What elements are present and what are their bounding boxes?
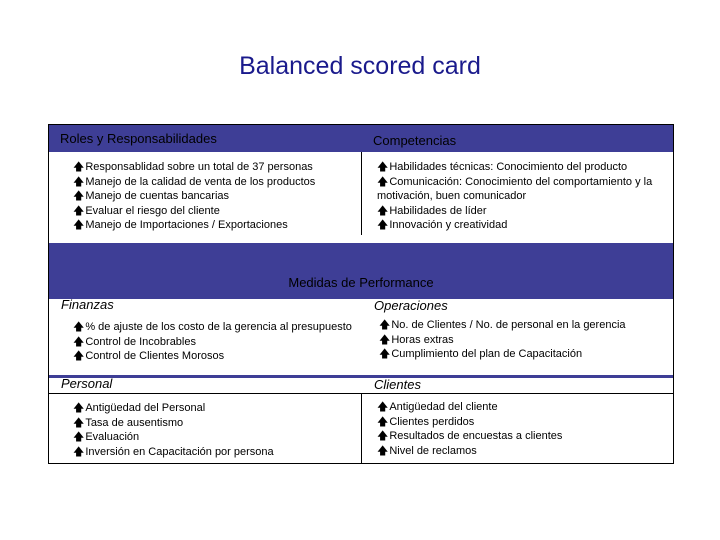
list-item: 🡅Comunicación: Conocimiento del comportamiento y la motivación, buen comunicador [377,175,653,202]
competencias-list [377,160,663,233]
up-arrow-icon: 🡅 [377,175,389,188]
up-arrow-icon: 🡅 [377,219,389,231]
list-item: 🡅Horas extras [379,333,454,346]
up-arrow-icon: 🡅 [73,190,85,202]
up-arrow-icon: 🡅 [73,161,85,173]
list-item: 🡅Habilidades técnicas: Conocimiento del producto [377,161,628,173]
list-item: 🡅Evaluación [73,431,140,443]
list-item: 🡅Innovación y creatividad [377,219,508,231]
finanzas-header: Finanzas [61,297,114,312]
finanzas-list [73,320,383,364]
up-arrow-icon: 🡅 [379,348,391,360]
up-arrow-icon: 🡅 [73,445,85,458]
up-arrow-icon: 🡅 [73,204,85,217]
up-arrow-icon: 🡅 [377,204,389,217]
clientes-header: Clientes [374,377,421,392]
list-item: 🡅Manejo de la calidad de venta de los productos [73,175,316,188]
clientes-list [377,400,667,458]
up-arrow-icon: 🡅 [379,319,391,331]
up-arrow-icon: 🡅 [377,401,389,413]
up-arrow-icon: 🡅 [377,161,389,173]
list-item: 🡅Evaluar el riesgo del cliente [73,204,220,217]
up-arrow-icon: 🡅 [377,415,389,428]
list-item: 🡅% de ajuste de los costo de la gerencia al presupuesto [73,321,352,333]
list-item: 🡅Resultados de encuestas a clientes [377,430,563,442]
up-arrow-icon: 🡅 [377,444,389,457]
column-divider-bottom [361,394,362,463]
list-item: 🡅Control de Incobrables [73,335,196,348]
up-arrow-icon: 🡅 [73,321,85,333]
up-arrow-icon: 🡅 [73,219,85,231]
list-item: 🡅Inversión en Capacitación por persona [73,445,274,458]
header-bar-medidas [49,243,673,299]
medidas-header: Medidas de Performance [288,275,434,290]
list-item: 🡅Clientes perdidos [377,415,475,428]
up-arrow-icon: 🡅 [73,350,85,362]
up-arrow-icon: 🡅 [73,335,85,348]
up-arrow-icon: 🡅 [73,175,85,188]
list-item: 🡅Nivel de reclamos [377,444,477,457]
operaciones-header: Operaciones [374,298,448,313]
list-item: 🡅Manejo de Importaciones / Exportaciones [73,219,288,231]
up-arrow-icon: 🡅 [73,402,85,414]
column-divider-top [361,152,362,235]
list-item: 🡅Cumplimiento del plan de Capacitación [379,348,583,360]
up-arrow-icon: 🡅 [379,333,391,346]
personal-list [73,401,363,459]
scorecard-table [48,124,674,464]
list-item: 🡅Tasa de ausentismo [73,416,184,429]
list-item: 🡅Control de Clientes Morosos [73,350,225,362]
operaciones-list [379,318,669,362]
list-item: 🡅Habilidades de líder [377,204,487,217]
roles-list [73,160,363,233]
list-item: 🡅Antigüedad del cliente [377,401,498,413]
list-item: 🡅Manejo de cuentas bancarias [73,190,230,202]
competencias-header: Competencias [373,133,457,148]
personal-header: Personal [61,376,113,391]
up-arrow-icon: 🡅 [73,416,85,429]
up-arrow-icon: 🡅 [73,431,85,443]
header-bar-bottom [49,375,673,378]
roles-header: Roles y Responsabilidades [60,131,217,146]
list-item: 🡅No. de Clientes / No. de personal en la gerencia [379,319,626,331]
up-arrow-icon: 🡅 [377,430,389,442]
page-title: Balanced scored card [239,52,481,80]
list-item: 🡅Responsablidad sobre un total de 37 personas [73,161,313,173]
list-item: 🡅Antigüedad del Personal [73,402,206,414]
